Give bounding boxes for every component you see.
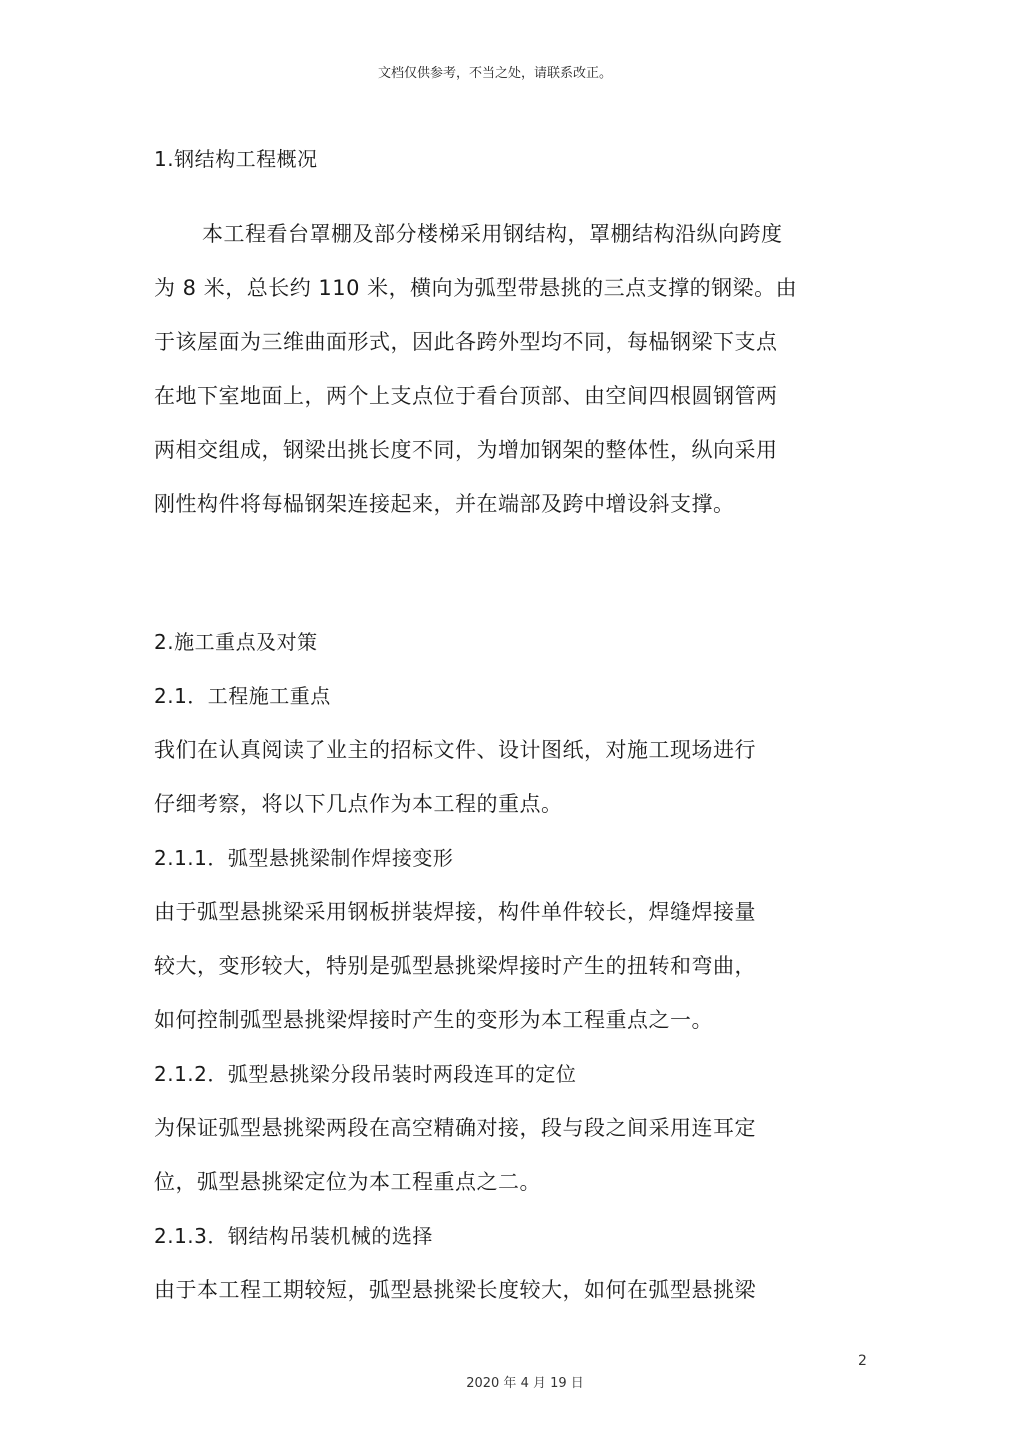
paragraph-line: 仔细考察，将以下几点作为本工程的重点。	[154, 792, 563, 816]
section-1-title: 1.钢结构工程概况	[154, 147, 318, 171]
paragraph-line: 为 8 米，总长约 110 米，横向为弧型带悬挑的三点支撑的钢梁。由	[154, 276, 798, 300]
paragraph-line: 两相交组成，钢梁出挑长度不同，为增加钢架的整体性，纵向采用	[154, 438, 778, 462]
paragraph-line: 刚性构件将每榀钢架连接起来，并在端部及跨中增设斜支撑。	[154, 492, 735, 516]
paragraph-line: 位，弧型悬挑梁定位为本工程重点之二。	[154, 1170, 541, 1194]
paragraph-line: 在地下室地面上，两个上支点位于看台顶部、由空间四根圆钢管两	[154, 384, 778, 408]
page-number: 2	[858, 1353, 867, 1369]
paragraph-line: 由于弧型悬挑梁采用钢板拼装焊接，构件单件较长，焊缝焊接量	[154, 900, 756, 924]
header-note: 文档仅供参考，不当之处，请联系改正。	[377, 66, 612, 81]
paragraph-line: 本工程看台罩棚及部分楼梯采用钢结构，罩棚结构沿纵向跨度	[202, 222, 783, 246]
paragraph-line: 为保证弧型悬挑梁两段在高空精确对接，段与段之间采用连耳定	[154, 1116, 756, 1140]
section-2-title: 2.施工重点及对策	[154, 630, 318, 654]
section-2-1-1-title: 2.1.1．弧型悬挑梁制作焊接变形	[154, 846, 454, 870]
section-2-1-2-title: 2.1.2．弧型悬挑梁分段吊装时两段连耳的定位	[154, 1062, 577, 1086]
paragraph-line: 我们在认真阅读了业主的招标文件、设计图纸，对施工现场进行	[154, 738, 756, 762]
footer-date: 2020 年 4 月 19 日	[466, 1376, 584, 1391]
section-2-1-3-title: 2.1.3．钢结构吊装机械的选择	[154, 1224, 433, 1248]
paragraph-line: 较大，变形较大，特别是弧型悬挑梁焊接时产生的扭转和弯曲，	[154, 954, 756, 978]
paragraph-line: 如何控制弧型悬挑梁焊接时产生的变形为本工程重点之一。	[154, 1008, 713, 1032]
section-2-1-title: 2.1．工程施工重点	[154, 684, 331, 708]
paragraph-line: 由于本工程工期较短，弧型悬挑梁长度较大，如何在弧型悬挑梁	[154, 1278, 756, 1302]
paragraph-line: 于该屋面为三维曲面形式，因此各跨外型均不同，每榀钢梁下支点	[154, 330, 778, 354]
